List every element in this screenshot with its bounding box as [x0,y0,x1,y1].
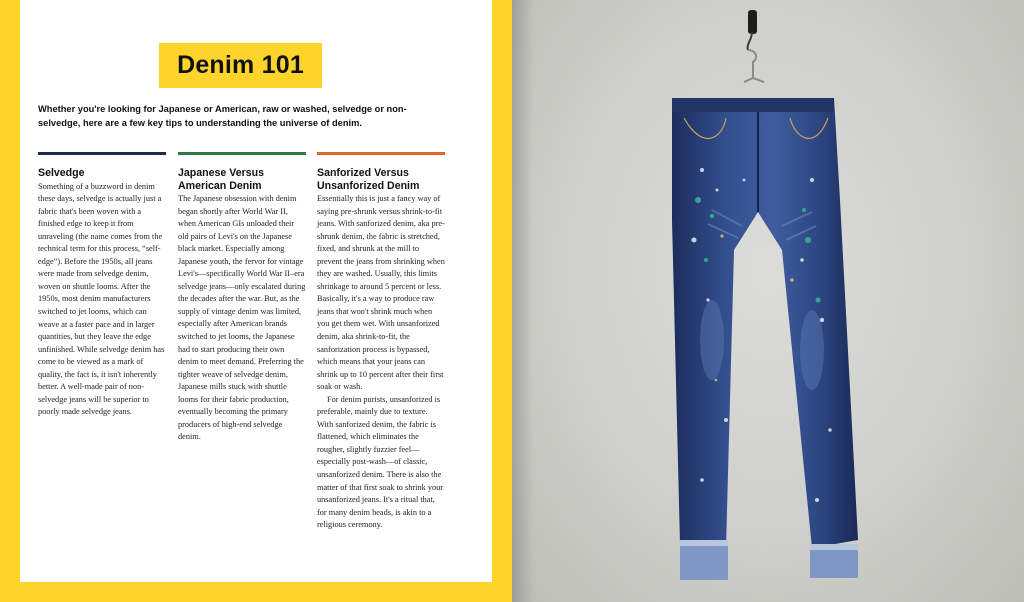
column-rule [178,152,306,155]
column-rule [38,152,166,155]
column-paragraph: For denim purists, unsanforized is preferable, mainly due to texture. With sanforized denim, the fabric is flattened, which eliminates the rougher, slightly fuzzier feel—especially post-wash—of classic, unsanforized denim. There is also the matter of that first soak to shrink your unsanforized jeans. It's a ritual that, for many denim heads, is akin to a religious ceremony. [317,394,444,530]
wall-hook-icon [748,10,757,50]
column-heading: Sanforized Versus Unsanforized Denim [317,167,420,192]
column-sanforized [317,152,445,532]
column-japanese-vs-american [178,152,306,444]
column-rule [317,152,445,155]
jeans-shape [672,98,858,580]
jeans-photo [512,0,1024,602]
intro-text: Whether you're looking for Japanese or American, raw or washed, selvedge or non-selvedge, here are a few key tips to understanding the universe of denim. [38,104,407,128]
column-heading: Japanese Versus American Denim [178,167,264,192]
column-paragraph: The Japanese obsession with denim began shortly after World War II, when American GIs unloaded their old pairs of Levi's on the Japanese black market. Especially among Japanese youth, the fervor for vintage Levi's—specifically World War II–era selvedge jeans—only escalated during the decades after the war. But, as the supply of vintage denim was limited, especially after American brands switched to jet looms, the Japanese had to start producing their own denim to meet demand. Preferring the tighter weave of selvedge denim, Japanese mills stuck with shuttle looms for their fabric production, eventually becoming the primary producers of high-end selvedge denim. [178,194,306,442]
column-paragraph: Essentially this is just a fancy way of saying pre-shrunk versus shrink-to-fit jeans. With sanforized denim, aka pre-shrunk denim, the fabric is stretched, fixed, and shrunk at the mill to prevent the jeans from shrinking when they are washed. Usually, this limits shrinkage to around 5 percent or less. Basically, it's a way to produce raw jeans that won't shrink much when you get them wet. With unsanforized denim, aka shrink-to-fit, the sanforization process is bypassed, which means that your jeans can shrink up to 10 percent after their first soak or wash. [317,194,445,392]
page-title: Denim 101 [177,51,304,79]
column-selvedge [38,152,166,419]
title-banner [159,43,322,88]
jeans-illustration [512,0,1024,602]
column-paragraph: Something of a buzzword in denim these days, selvedge is actually just a fabric that's been woven with a finished edge to keep it from unraveling (the name comes from the technical term for this process, “self-edge”). Before the 1950s, all jeans were made from selvedge denim, woven on shuttle looms. After the 1950s, most denim manufacturers switched to jet looms, which can weave at a faster pace and in larger quantities, but they leave the edge unfinished. While selvedge denim has come to be viewed as a mark of quality, the fact is, it isn't inherently better. A well-made pair of non-selvedge jeans will be superior to poorly made selvedge jeans. [38,181,165,417]
column-heading: Selvedge [38,167,85,179]
